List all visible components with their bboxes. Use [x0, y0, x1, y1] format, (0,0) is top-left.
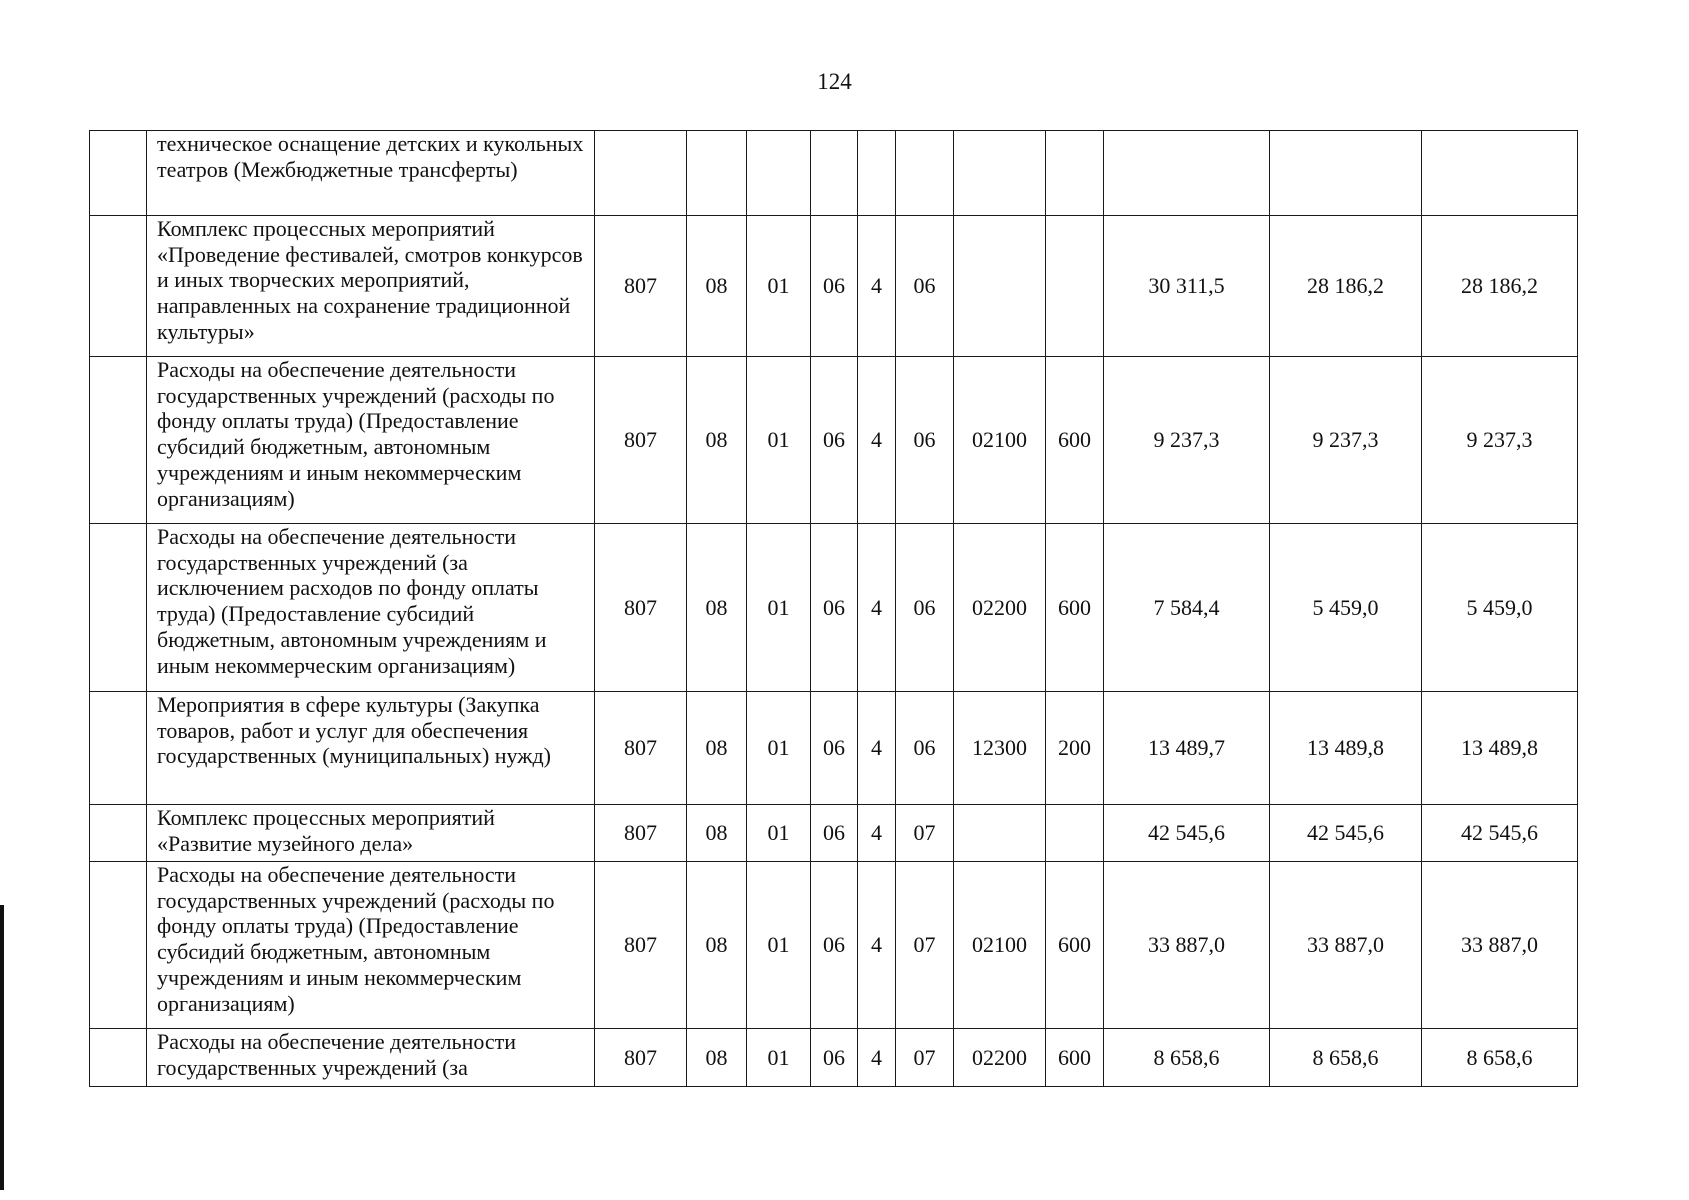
amount-year-3: 28 186,2	[1422, 216, 1578, 357]
item-name: Комплекс процессных мероприятий «Проведение фестивалей, смотров конкурсов и иных творческих мероприятий, направленных на сохранение традиционной культуры»	[147, 216, 595, 357]
subsection-code: 01	[747, 862, 811, 1029]
expense-direction-code	[954, 131, 1046, 216]
structural-element-code: 06	[896, 216, 954, 357]
ministry-code: 807	[595, 862, 687, 1029]
expense-type-code: 600	[1046, 524, 1104, 692]
amount-year-3: 42 545,6	[1422, 805, 1578, 862]
program-code: 06	[811, 357, 858, 524]
amount-year-1: 33 887,0	[1104, 862, 1270, 1029]
section-code: 08	[687, 692, 747, 805]
ministry-code: 807	[595, 805, 687, 862]
program-type-code: 4	[858, 692, 896, 805]
table-row	[90, 131, 1578, 216]
program-type-code: 4	[858, 524, 896, 692]
structural-element-code: 07	[896, 1029, 954, 1087]
expense-type-code: 200	[1046, 692, 1104, 805]
table-row	[90, 216, 1578, 357]
amount-year-3: 5 459,0	[1422, 524, 1578, 692]
program-type-code: 4	[858, 357, 896, 524]
scan-margin-bar	[0, 905, 4, 1190]
table-row	[90, 357, 1578, 524]
amount-year-3	[1422, 131, 1578, 216]
amount-year-1: 8 658,6	[1104, 1029, 1270, 1087]
item-name: Мероприятия в сфере культуры (Закупка товаров, работ и услуг для обеспечения государственных (муниципальных) нужд)	[147, 692, 595, 805]
amount-year-2: 8 658,6	[1270, 1029, 1422, 1087]
row-number-cell	[90, 524, 147, 692]
amount-year-2: 9 237,3	[1270, 357, 1422, 524]
subsection-code: 01	[747, 357, 811, 524]
ministry-code: 807	[595, 692, 687, 805]
section-code: 08	[687, 357, 747, 524]
structural-element-code: 07	[896, 862, 954, 1029]
subsection-code: 01	[747, 692, 811, 805]
amount-year-2: 28 186,2	[1270, 216, 1422, 357]
item-name: Расходы на обеспечение деятельности государственных учреждений (за	[147, 1029, 595, 1087]
expense-type-code	[1046, 216, 1104, 357]
program-code: 06	[811, 692, 858, 805]
amount-year-1: 7 584,4	[1104, 524, 1270, 692]
structural-element-code	[896, 131, 954, 216]
ministry-code	[595, 131, 687, 216]
program-code: 06	[811, 1029, 858, 1087]
amount-year-2: 33 887,0	[1270, 862, 1422, 1029]
ministry-code: 807	[595, 357, 687, 524]
section-code	[687, 131, 747, 216]
budget-table	[89, 130, 1578, 1087]
item-name: Расходы на обеспечение деятельности государственных учреждений (за исключением расходов по фонду оплаты труда) (Предоставление субсидий бюджетным, автономным учреждениям и иным некоммерческим организациям)	[147, 524, 595, 692]
row-number-cell	[90, 692, 147, 805]
table-row	[90, 805, 1578, 862]
amount-year-1: 42 545,6	[1104, 805, 1270, 862]
amount-year-2: 13 489,8	[1270, 692, 1422, 805]
expense-direction-code	[954, 805, 1046, 862]
expense-type-code	[1046, 805, 1104, 862]
row-number-cell	[90, 357, 147, 524]
subsection-code: 01	[747, 216, 811, 357]
section-code: 08	[687, 805, 747, 862]
subsection-code	[747, 131, 811, 216]
section-code: 08	[687, 862, 747, 1029]
amount-year-1	[1104, 131, 1270, 216]
amount-year-1: 9 237,3	[1104, 357, 1270, 524]
structural-element-code: 07	[896, 805, 954, 862]
item-name: Расходы на обеспечение деятельности государственных учреждений (расходы по фонду оплаты труда) (Предоставление субсидий бюджетным, автономным учреждениям и иным некоммерческим организациям)	[147, 357, 595, 524]
section-code: 08	[687, 216, 747, 357]
structural-element-code: 06	[896, 524, 954, 692]
table-row	[90, 1029, 1578, 1087]
item-name: Расходы на обеспечение деятельности государственных учреждений (расходы по фонду оплаты труда) (Предоставление субсидий бюджетным, автономным учреждениям и иным некоммерческим организациям)	[147, 862, 595, 1029]
expense-type-code	[1046, 131, 1104, 216]
item-name: Комплекс процессных мероприятий «Развитие музейного дела»	[147, 805, 595, 862]
amount-year-3: 8 658,6	[1422, 1029, 1578, 1087]
structural-element-code: 06	[896, 357, 954, 524]
amount-year-2: 42 545,6	[1270, 805, 1422, 862]
page-number: 124	[817, 69, 852, 94]
item-name: техническое оснащение детских и кукольных театров (Межбюджетные трансферты)	[147, 131, 595, 216]
table-row	[90, 862, 1578, 1029]
table-row	[90, 692, 1578, 805]
table-row	[90, 524, 1578, 692]
program-code: 06	[811, 862, 858, 1029]
expense-direction-code	[954, 216, 1046, 357]
program-code: 06	[811, 805, 858, 862]
ministry-code: 807	[595, 1029, 687, 1087]
amount-year-1: 30 311,5	[1104, 216, 1270, 357]
expense-direction-code: 12300	[954, 692, 1046, 805]
row-number-cell	[90, 131, 147, 216]
amount-year-2	[1270, 131, 1422, 216]
program-type-code	[858, 131, 896, 216]
subsection-code: 01	[747, 524, 811, 692]
amount-year-2: 5 459,0	[1270, 524, 1422, 692]
expense-direction-code: 02200	[954, 524, 1046, 692]
structural-element-code: 06	[896, 692, 954, 805]
row-number-cell	[90, 805, 147, 862]
amount-year-3: 33 887,0	[1422, 862, 1578, 1029]
ministry-code: 807	[595, 524, 687, 692]
program-type-code: 4	[858, 862, 896, 1029]
program-type-code: 4	[858, 1029, 896, 1087]
subsection-code: 01	[747, 805, 811, 862]
amount-year-3: 9 237,3	[1422, 357, 1578, 524]
section-code: 08	[687, 524, 747, 692]
row-number-cell	[90, 216, 147, 357]
expense-type-code: 600	[1046, 862, 1104, 1029]
program-code: 06	[811, 216, 858, 357]
ministry-code: 807	[595, 216, 687, 357]
expense-type-code: 600	[1046, 357, 1104, 524]
row-number-cell	[90, 1029, 147, 1087]
expense-direction-code: 02200	[954, 1029, 1046, 1087]
subsection-code: 01	[747, 1029, 811, 1087]
expense-type-code: 600	[1046, 1029, 1104, 1087]
amount-year-3: 13 489,8	[1422, 692, 1578, 805]
program-code: 06	[811, 524, 858, 692]
program-type-code: 4	[858, 805, 896, 862]
amount-year-1: 13 489,7	[1104, 692, 1270, 805]
expense-direction-code: 02100	[954, 357, 1046, 524]
section-code: 08	[687, 1029, 747, 1087]
program-type-code: 4	[858, 216, 896, 357]
program-code	[811, 131, 858, 216]
row-number-cell	[90, 862, 147, 1029]
expense-direction-code: 02100	[954, 862, 1046, 1029]
